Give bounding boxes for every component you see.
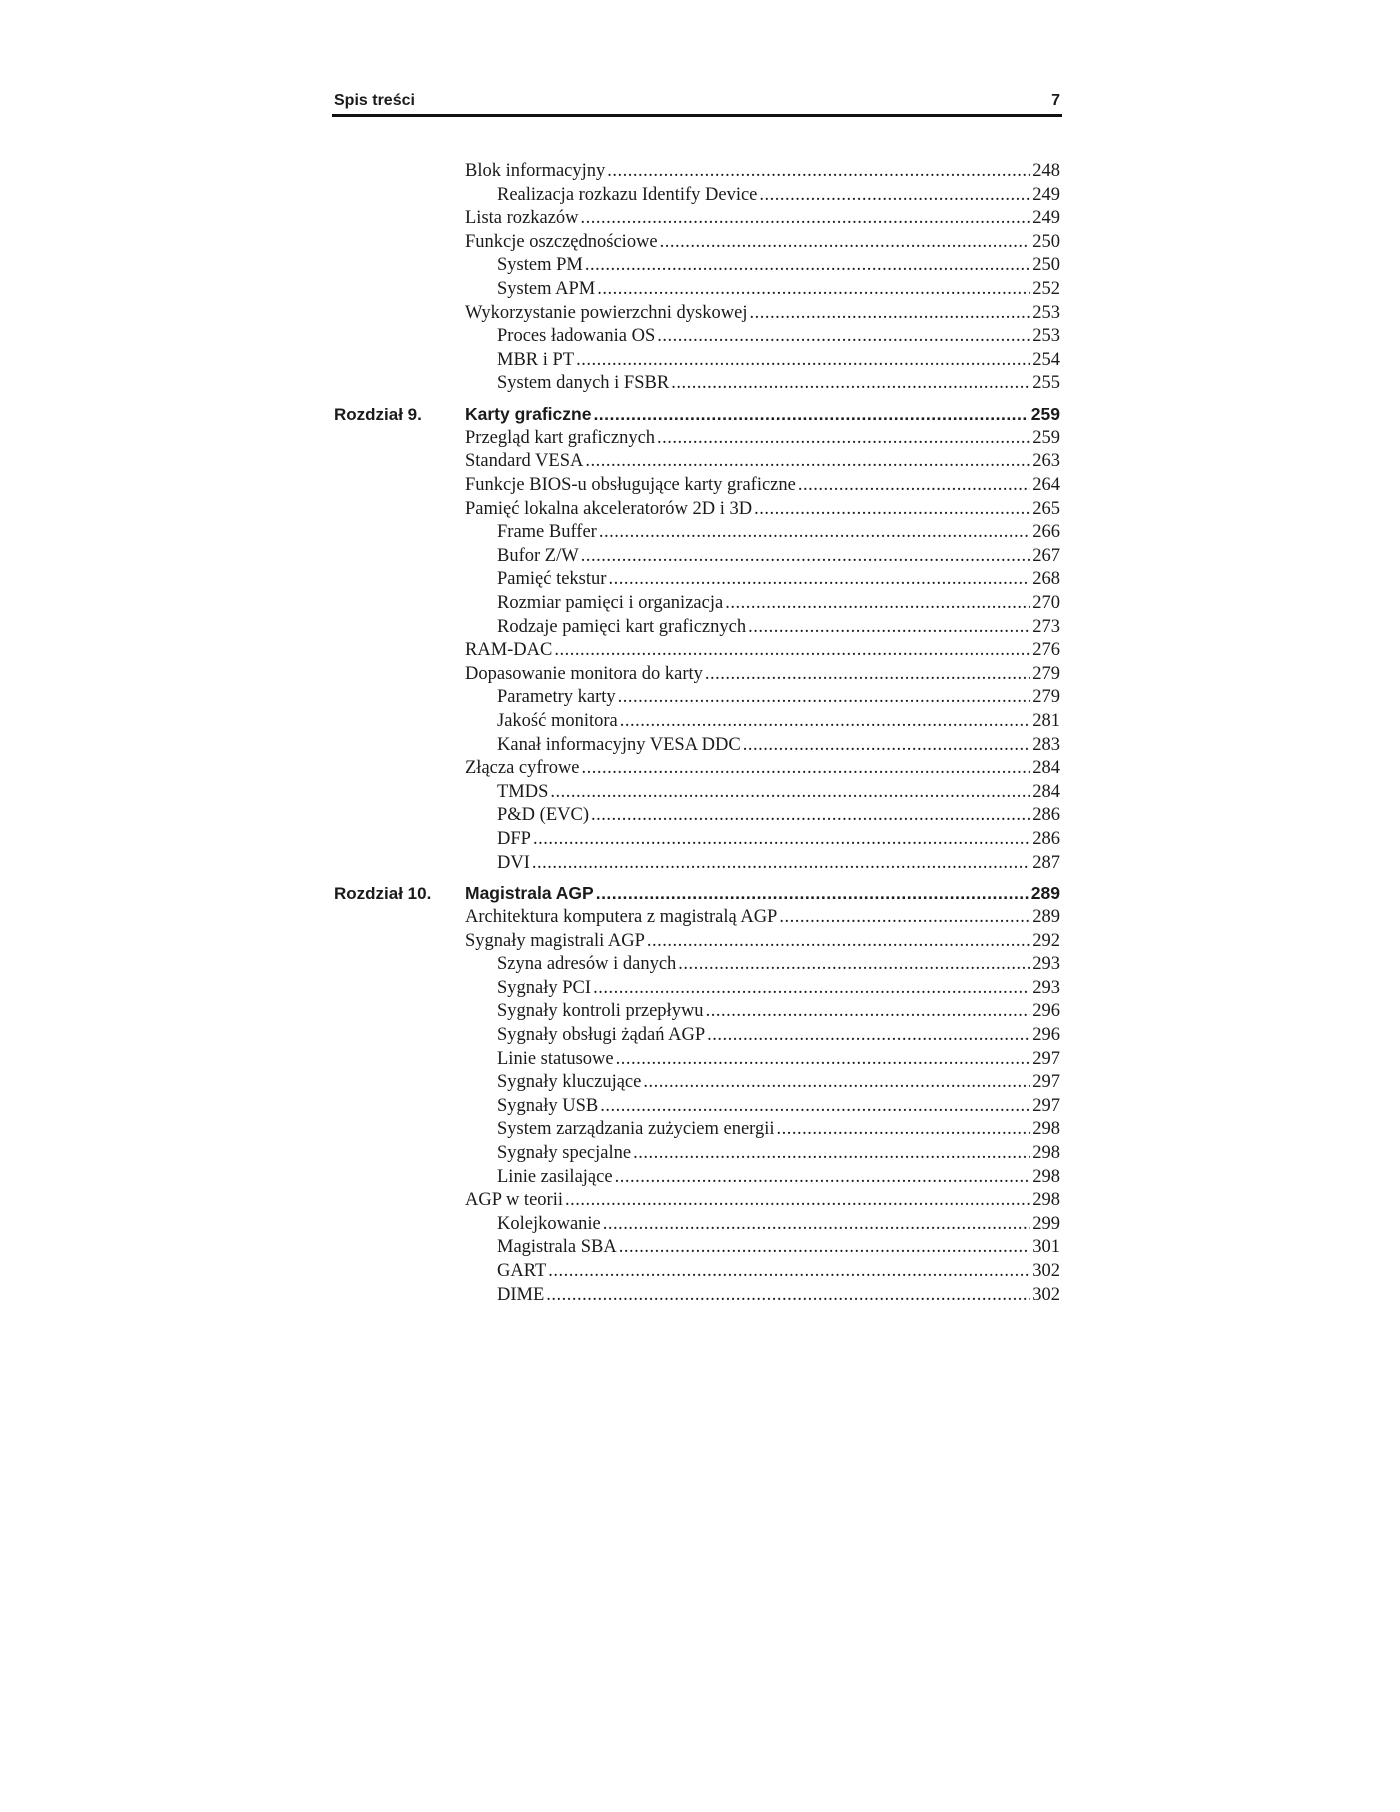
entry-title: Magistrala SBA — [497, 1236, 619, 1260]
dot-leader — [620, 710, 1031, 734]
entry-title: Blok informacyjny — [465, 160, 607, 184]
toc-entry — [497, 1071, 1060, 1095]
toc-entry-row — [332, 1048, 1062, 1072]
entry-page-number: 248 — [1030, 160, 1060, 184]
dot-leader — [532, 852, 1030, 876]
dot-leader — [749, 302, 1030, 326]
running-title: Spis treści — [334, 92, 415, 109]
dot-leader — [754, 498, 1030, 522]
entry-title: GART — [497, 1260, 548, 1284]
dot-leader — [546, 1284, 1030, 1308]
toc-entry — [497, 278, 1060, 302]
entry-title: Architektura komputera z magistralą AGP — [465, 906, 779, 930]
toc-entry — [497, 1024, 1060, 1048]
toc-entry-row — [332, 1095, 1062, 1119]
toc-entry-row — [332, 953, 1062, 977]
toc-entry-row — [332, 1166, 1062, 1190]
entry-title: Linie statusowe — [497, 1048, 616, 1072]
toc-entry — [497, 1166, 1060, 1190]
entry-title: DIME — [497, 1284, 546, 1308]
entry-page-number: 302 — [1030, 1284, 1060, 1308]
entry-title: Parametry karty — [497, 686, 618, 710]
toc-entry-row — [332, 498, 1062, 522]
entry-page-number: 297 — [1030, 1071, 1060, 1095]
toc-entry — [497, 953, 1060, 977]
toc-entry — [465, 882, 1060, 906]
entry-page-number: 293 — [1030, 977, 1060, 1001]
entry-title: System APM — [497, 278, 597, 302]
entry-title: Frame Buffer — [497, 521, 599, 545]
entry-title: Kolejkowanie — [497, 1213, 603, 1237]
entry-title: Rozmiar pamięci i organizacja — [497, 592, 725, 616]
toc-entry — [497, 710, 1060, 734]
entry-title: MBR i PT — [497, 349, 576, 373]
entry-page-number: 298 — [1030, 1142, 1060, 1166]
toc-entry — [497, 828, 1060, 852]
entry-page-number: 254 — [1030, 349, 1060, 373]
dot-leader — [616, 1048, 1031, 1072]
entry-title: Wykorzystanie powierzchni dyskowej — [465, 302, 749, 326]
toc-entry-row — [332, 663, 1062, 687]
entry-title: Jakość monitora — [497, 710, 620, 734]
entry-page-number: 259 — [1030, 427, 1060, 451]
entry-title: Standard VESA — [465, 450, 585, 474]
dot-leader — [591, 804, 1030, 828]
entry-page-number: 268 — [1030, 568, 1060, 592]
dot-leader — [581, 207, 1031, 231]
entry-title: RAM-DAC — [465, 639, 554, 663]
dot-leader — [706, 1000, 1031, 1024]
entry-page-number: 283 — [1030, 734, 1060, 758]
dot-leader — [548, 1260, 1030, 1284]
toc-entry-row — [332, 710, 1062, 734]
toc-entry-row — [332, 521, 1062, 545]
toc-entry-row — [332, 450, 1062, 474]
entry-page-number: 297 — [1030, 1095, 1060, 1119]
entry-page-number: 293 — [1030, 953, 1060, 977]
toc-entry-row — [332, 184, 1062, 208]
dot-leader — [593, 977, 1030, 1001]
entry-title: Funkcje BIOS-u obsługujące karty graficzne — [465, 474, 798, 498]
page-header — [332, 90, 1062, 117]
dot-leader — [743, 734, 1031, 758]
toc-entry-row — [332, 852, 1062, 876]
toc-entry-row — [332, 1236, 1062, 1260]
toc-entry-row — [332, 734, 1062, 758]
entry-page-number: 264 — [1030, 474, 1060, 498]
dot-leader — [533, 828, 1030, 852]
entry-title: Proces ładowania OS — [497, 325, 657, 349]
entry-title: AGP w teorii — [465, 1189, 565, 1213]
entry-title: Linie zasilające — [497, 1166, 615, 1190]
toc-entry — [497, 1048, 1060, 1072]
entry-title: Złącza cyfrowe — [465, 757, 582, 781]
entry-page-number: 284 — [1030, 781, 1060, 805]
entry-title: TMDS — [497, 781, 550, 805]
toc-entry-row — [332, 302, 1062, 326]
toc-chapter-row — [332, 403, 1062, 427]
entry-page-number: 302 — [1030, 1260, 1060, 1284]
dot-leader — [615, 1166, 1031, 1190]
toc-entry — [497, 568, 1060, 592]
toc-entry-row — [332, 325, 1062, 349]
toc-entry — [465, 930, 1060, 954]
toc-entry-row — [332, 1118, 1062, 1142]
dot-leader — [581, 545, 1031, 569]
entry-title: Sygnały kontroli przepływu — [497, 1000, 706, 1024]
dot-leader — [607, 160, 1030, 184]
entry-page-number: 255 — [1030, 372, 1060, 396]
entry-page-number: 270 — [1030, 592, 1060, 616]
entry-title: Przegląd kart graficznych — [465, 427, 657, 451]
entry-page-number: 286 — [1030, 828, 1060, 852]
dot-leader — [748, 616, 1030, 640]
entry-page-number: 281 — [1030, 710, 1060, 734]
entry-title: Rodzaje pamięci kart graficznych — [497, 616, 748, 640]
toc-entry-row — [332, 427, 1062, 451]
toc-entry-row — [332, 207, 1062, 231]
dot-leader — [565, 1189, 1030, 1213]
entry-page-number: 267 — [1030, 545, 1060, 569]
entry-title: DFP — [497, 828, 533, 852]
dot-leader — [618, 686, 1031, 710]
toc-entry — [465, 427, 1060, 451]
toc-entry — [497, 781, 1060, 805]
toc-entry-row — [332, 254, 1062, 278]
toc-entry-row — [332, 804, 1062, 828]
dot-leader — [678, 953, 1030, 977]
entry-page-number: 298 — [1030, 1189, 1060, 1213]
toc-entry-row — [332, 1284, 1062, 1308]
entry-page-number: 298 — [1030, 1166, 1060, 1190]
toc-entry — [497, 1260, 1060, 1284]
dot-leader — [582, 757, 1031, 781]
entry-title: Funkcje oszczędnościowe — [465, 231, 660, 255]
toc-entry — [465, 906, 1060, 930]
entry-page-number: 263 — [1030, 450, 1060, 474]
dot-leader — [777, 1118, 1031, 1142]
toc-entry-row — [332, 1142, 1062, 1166]
dot-leader — [603, 1213, 1030, 1237]
dot-leader — [633, 1142, 1030, 1166]
toc-entry — [497, 734, 1060, 758]
toc-entry-row — [332, 639, 1062, 663]
dot-leader — [671, 372, 1030, 396]
toc-entry — [497, 372, 1060, 396]
entry-page-number: 253 — [1030, 325, 1060, 349]
dot-leader — [593, 403, 1028, 427]
toc-entry — [465, 403, 1060, 427]
chapter-label: Rozdział 10. — [334, 884, 432, 904]
toc-entry-row — [332, 1260, 1062, 1284]
toc-entry — [465, 302, 1060, 326]
entry-page-number: 297 — [1030, 1048, 1060, 1072]
toc-entry-row — [332, 686, 1062, 710]
toc-entry — [465, 474, 1060, 498]
toc-entry — [465, 757, 1060, 781]
toc-entry-row — [332, 828, 1062, 852]
entry-title: Lista rozkazów — [465, 207, 581, 231]
dot-leader — [779, 906, 1030, 930]
toc-entry — [497, 852, 1060, 876]
toc-entry-row — [332, 1024, 1062, 1048]
entry-page-number: 250 — [1030, 254, 1060, 278]
toc-entry — [497, 616, 1060, 640]
chapter-label: Rozdział 9. — [334, 405, 422, 425]
toc-entry — [497, 1118, 1060, 1142]
toc-entry — [497, 349, 1060, 373]
entry-page-number: 250 — [1030, 231, 1060, 255]
entry-page-number: 284 — [1030, 757, 1060, 781]
entry-page-number: 296 — [1030, 1000, 1060, 1024]
entry-title: Kanał informacyjny VESA DDC — [497, 734, 743, 758]
entry-page-number: 265 — [1030, 498, 1060, 522]
chapter-title: Magistrala AGP — [465, 882, 596, 906]
toc-entry — [497, 325, 1060, 349]
entry-page-number: 298 — [1030, 1118, 1060, 1142]
entry-title: Szyna adresów i danych — [497, 953, 678, 977]
dot-leader — [657, 427, 1030, 451]
toc-entry — [497, 545, 1060, 569]
toc-entry — [465, 160, 1060, 184]
dot-leader — [554, 639, 1030, 663]
toc-entry-row — [332, 278, 1062, 302]
entry-title: Sygnały magistrali AGP — [465, 930, 647, 954]
toc-entry — [465, 639, 1060, 663]
toc-entry-row — [332, 231, 1062, 255]
toc-entry-row — [332, 1071, 1062, 1095]
chapter-title: Karty graficzne — [465, 403, 593, 427]
entry-page-number: 299 — [1030, 1213, 1060, 1237]
entry-page-number: 279 — [1030, 663, 1060, 687]
toc-entry-row — [332, 616, 1062, 640]
toc-entry-row — [332, 545, 1062, 569]
toc-entry-row — [332, 906, 1062, 930]
entry-page-number: 249 — [1030, 184, 1060, 208]
dot-leader — [759, 184, 1030, 208]
toc-entry — [497, 1236, 1060, 1260]
toc-entry — [497, 977, 1060, 1001]
toc-entry — [497, 1142, 1060, 1166]
entry-title: Sygnały obsługi żądań AGP — [497, 1024, 707, 1048]
entry-title: P&D (EVC) — [497, 804, 591, 828]
toc-entry-row — [332, 977, 1062, 1001]
entry-title: Sygnały PCI — [497, 977, 593, 1001]
toc-entry — [497, 1213, 1060, 1237]
toc-entry-row — [332, 160, 1062, 184]
toc-entry — [497, 1284, 1060, 1308]
dot-leader — [597, 278, 1030, 302]
entry-page-number: 289 — [1030, 906, 1060, 930]
toc-entry — [497, 1000, 1060, 1024]
dot-leader — [660, 231, 1031, 255]
toc-entry-row — [332, 568, 1062, 592]
entry-title: System danych i FSBR — [497, 372, 671, 396]
toc-entry-row — [332, 474, 1062, 498]
toc-entry — [497, 686, 1060, 710]
toc-entry-row — [332, 349, 1062, 373]
entry-title: Realizacja rozkazu Identify Device — [497, 184, 759, 208]
toc-chapter-row — [332, 882, 1062, 906]
toc-entry-row — [332, 1213, 1062, 1237]
toc-entry-row — [332, 592, 1062, 616]
toc-entry — [497, 521, 1060, 545]
entry-page-number: 292 — [1030, 930, 1060, 954]
entry-page-number: 286 — [1030, 804, 1060, 828]
dot-leader — [707, 1024, 1030, 1048]
entry-page-number: 296 — [1030, 1024, 1060, 1048]
toc-entry-row — [332, 757, 1062, 781]
toc-entry-row — [332, 1189, 1062, 1213]
entry-title: Sygnały USB — [497, 1095, 600, 1119]
toc-entry — [497, 804, 1060, 828]
entry-page-number: 279 — [1030, 686, 1060, 710]
toc-entry — [465, 450, 1060, 474]
toc-entry-row — [332, 1000, 1062, 1024]
entry-title: System PM — [497, 254, 585, 278]
toc-entry-row — [332, 781, 1062, 805]
entry-title: Dopasowanie monitora do karty — [465, 663, 705, 687]
dot-leader — [576, 349, 1030, 373]
entry-page-number: 287 — [1030, 852, 1060, 876]
page-number: 7 — [1051, 92, 1060, 109]
entry-page-number: 301 — [1030, 1236, 1060, 1260]
entry-title: Sygnały specjalne — [497, 1142, 633, 1166]
toc-entry-row — [332, 372, 1062, 396]
dot-leader — [600, 1095, 1030, 1119]
dot-leader — [725, 592, 1030, 616]
entry-page-number: 289 — [1029, 882, 1060, 906]
dot-leader — [798, 474, 1030, 498]
dot-leader — [608, 568, 1030, 592]
toc-entry — [497, 1095, 1060, 1119]
toc-entry — [497, 184, 1060, 208]
dot-leader — [585, 254, 1030, 278]
entry-title: Pamięć lokalna akceleratorów 2D i 3D — [465, 498, 754, 522]
dot-leader — [596, 882, 1029, 906]
toc-entry — [465, 207, 1060, 231]
entry-page-number: 249 — [1030, 207, 1060, 231]
toc-entry — [465, 231, 1060, 255]
entry-title: DVI — [497, 852, 532, 876]
toc-entry — [497, 254, 1060, 278]
table-of-contents — [332, 160, 1062, 1307]
toc-entry — [465, 498, 1060, 522]
toc-entry-row — [332, 930, 1062, 954]
toc-entry — [497, 592, 1060, 616]
dot-leader — [647, 930, 1030, 954]
toc-entry — [465, 663, 1060, 687]
entry-page-number: 252 — [1030, 278, 1060, 302]
entry-page-number: 276 — [1030, 639, 1060, 663]
entry-page-number: 266 — [1030, 521, 1060, 545]
entry-page-number: 273 — [1030, 616, 1060, 640]
dot-leader — [585, 450, 1030, 474]
dot-leader — [599, 521, 1030, 545]
dot-leader — [550, 781, 1030, 805]
entry-title: Pamięć tekstur — [497, 568, 608, 592]
dot-leader — [657, 325, 1030, 349]
entry-title: Sygnały kluczujące — [497, 1071, 643, 1095]
dot-leader — [643, 1071, 1030, 1095]
entry-page-number: 253 — [1030, 302, 1060, 326]
entry-page-number: 259 — [1029, 403, 1060, 427]
entry-title: System zarządzania zużyciem energii — [497, 1118, 777, 1142]
entry-title: Bufor Z/W — [497, 545, 581, 569]
toc-entry — [465, 1189, 1060, 1213]
dot-leader — [705, 663, 1030, 687]
dot-leader — [619, 1236, 1031, 1260]
